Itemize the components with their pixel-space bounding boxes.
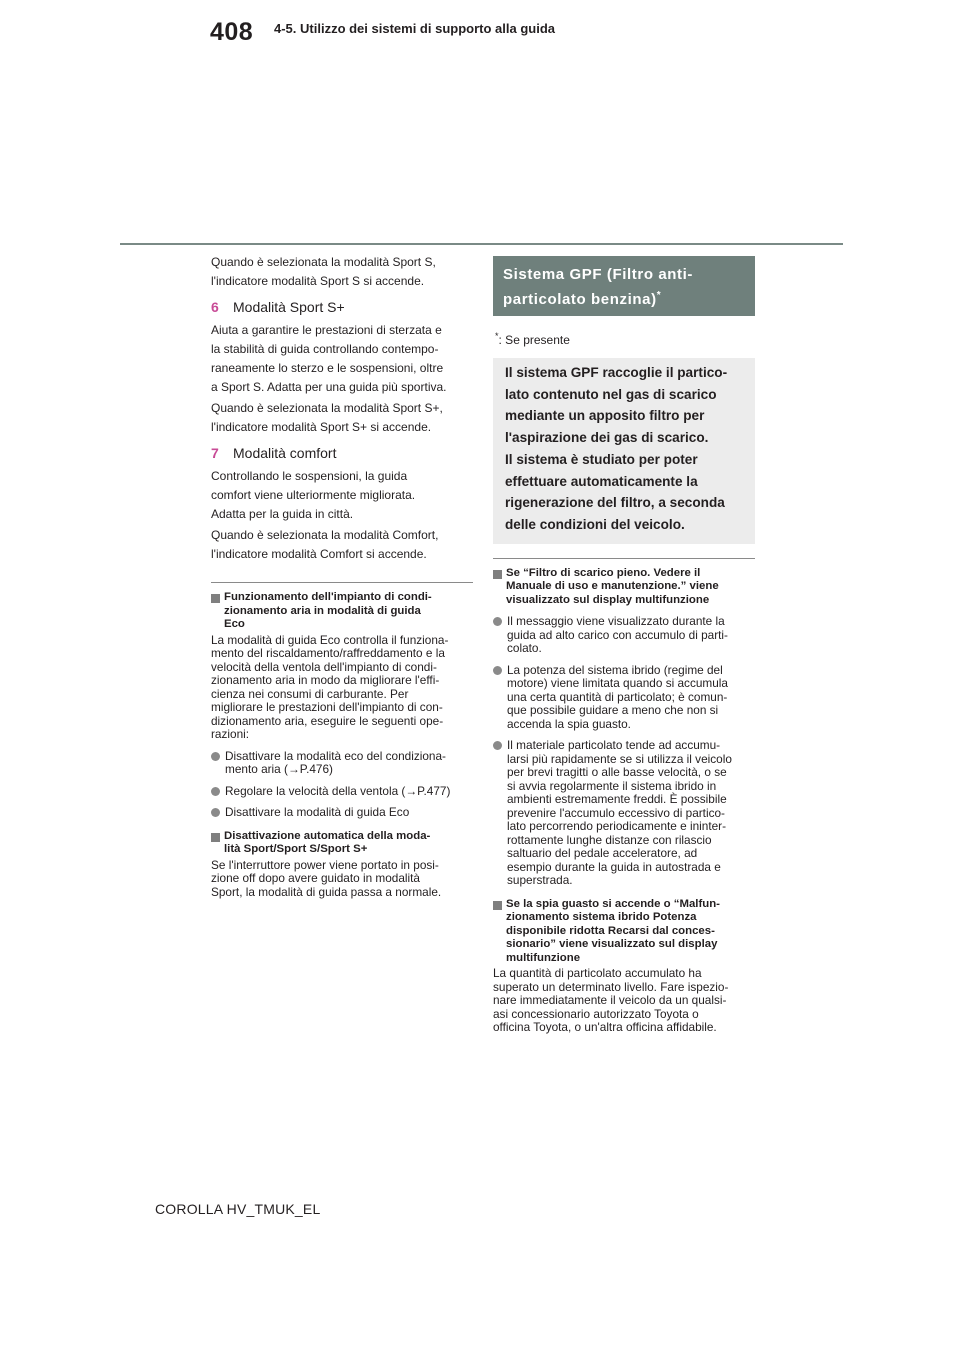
gpf-description-line: Il sistema è studiato per poter: [505, 451, 698, 467]
gpf-title-box: [493, 256, 755, 316]
right-column: [493, 256, 755, 1035]
gpf-description-box: [493, 358, 755, 544]
section-divider: [211, 582, 473, 583]
mode-label: Modalità comfort: [233, 445, 337, 461]
square-bullet-icon: [493, 570, 502, 579]
header-divider: [120, 243, 843, 245]
body-text: Se l'interruttore power viene portato in posi- zione off dopo avere guidato in modalità Sport, la modalità di guida passa a normale.: [211, 857, 442, 899]
subheading: Disattivazione automatica della moda- lità Sport/Sport S/Sport S+: [211, 830, 473, 857]
left-column: [211, 253, 473, 899]
gpf-description-line: lato contenuto nel gas di scarico: [505, 386, 717, 402]
paragraph: Quando è selezionata la modalità Sport S, l'indicatore modalità Sport S si accende.: [211, 255, 436, 288]
mode-number: 7: [211, 445, 219, 461]
subheading: Funzionamento dell'impianto di condi- zionamento aria in modalità di guida Eco: [211, 591, 473, 632]
bullet-item: La potenza del sistema ibrido (regime del motore) viene limitata quando si accumula una certa quantità di particolato; è comun- que possibile guidare a meno che non si accenda la spia guasto.: [493, 664, 755, 732]
round-bullet-icon: [211, 808, 220, 817]
section-title: 4-5. Utilizzo dei sistemi di supporto alla guida: [274, 21, 555, 36]
footer-model: COROLLA HV_TMUK_EL: [155, 1201, 321, 1217]
gpf-description-line: delle condizioni del veicolo.: [505, 516, 685, 532]
bullet-item: Il messaggio viene visualizzato durante la guida ad alto carico con accumulo di parti- colato.: [493, 615, 755, 656]
page-number: 408: [210, 18, 254, 46]
subheading: Se la spia guasto si accende o “Malfun- zionamento sistema ibrido Potenza disponibile ridotta Recarsi dal conces- sionario” viene visualizzato sul display multifunzione: [493, 898, 755, 966]
square-bullet-icon: [493, 901, 502, 910]
paragraph: Quando è selezionata la modalità Sport S+, l'indicatore modalità Sport S+ si accende.: [211, 401, 443, 434]
gpf-description-line: l'aspirazione dei gas di scarico.: [505, 430, 709, 446]
mode-heading-comfort: [211, 443, 473, 463]
square-bullet-icon: [211, 833, 220, 842]
paragraph: Aiuta a garantire le prestazioni di sterzata e la stabilità di guida controllando contempo- raneamente lo sterzo e le sospensioni, oltre a Sport S. Adatta per una guida più sportiva.: [211, 323, 447, 394]
round-bullet-icon: [211, 787, 220, 796]
bullet-item: Il materiale particolato tende ad accumu- larsi più rapidamente se si utilizza il veicolo per brevi tragitti o alle basse velocità, o se si avvia regolarmente il sistema ibrido in ambienti estremamente freddi. È possibile prevenire l'accumulo eccessivo di partico- lato percorrendo periodicamente e ininter- rottamente lunghe distanze con rilascio saltuario del pedale acceleratore, ad esempio durante la guida in autostrada e superstrada.: [493, 739, 755, 888]
gpf-description-line: Il sistema GPF raccoglie il partico-: [505, 365, 728, 380]
body-text: La modalità di guida Eco controlla il funziona- mento del riscaldamento/raffreddamento e la velocità della ventola dell'impianto di condi- zionamento aria in modo da migliorare l'effi- cienza nei consumi di carburante. Per migliorare le prestazioni dell'impianto di con- dizionamento aria, eseguire le seguenti ope- razioni:: [211, 632, 449, 741]
paragraph: Controllando le sospensioni, la guida comfort viene ulteriormente migliorata. Adatta per la guida in città.: [211, 469, 416, 521]
round-bullet-icon: [493, 666, 502, 675]
round-bullet-icon: [493, 617, 502, 626]
bullet-item: Disattivare la modalità eco del condiziona- mento aria (→P.476): [211, 750, 473, 777]
bullet-item: Regolare la velocità della ventola (→P.477): [211, 785, 473, 799]
gpf-title: Sistema GPF (Filtro anti- particolato benzina)*: [503, 266, 694, 308]
paragraph: Quando è selezionata la modalità Comfort, l'indicatore modalità Comfort si accende.: [211, 528, 439, 561]
gpf-description-line: effettuare automaticamente la: [505, 473, 698, 489]
bullet-item: Disattivare la modalità di guida Eco: [211, 806, 473, 820]
mode-label: Modalità Sport S+: [233, 299, 345, 315]
mode-number: 6: [211, 299, 219, 315]
footnote: *: Se presente: [495, 331, 570, 347]
gpf-description-line: rigenerazione del filtro, a seconda: [505, 495, 725, 511]
round-bullet-icon: [211, 752, 220, 761]
gpf-description-line: mediante un apposito filtro per: [505, 408, 705, 424]
mode-heading-sport-s-plus: [211, 297, 473, 317]
body-text: La quantità di particolato accumulato ha superato un determinato livello. Fare ispezio- nare immediatamente il veicolo da un qualsi- asi concessionario autorizzato Toyota o officina Toyota, o un'altra officina affidabile.: [493, 966, 729, 1035]
round-bullet-icon: [493, 741, 502, 750]
subheading: Se “Filtro di scarico pieno. Vedere il Manuale di uso e manutenzione.” viene visualizzato sul display multifunzione: [493, 567, 755, 608]
section-divider: [493, 558, 755, 559]
square-bullet-icon: [211, 594, 220, 603]
